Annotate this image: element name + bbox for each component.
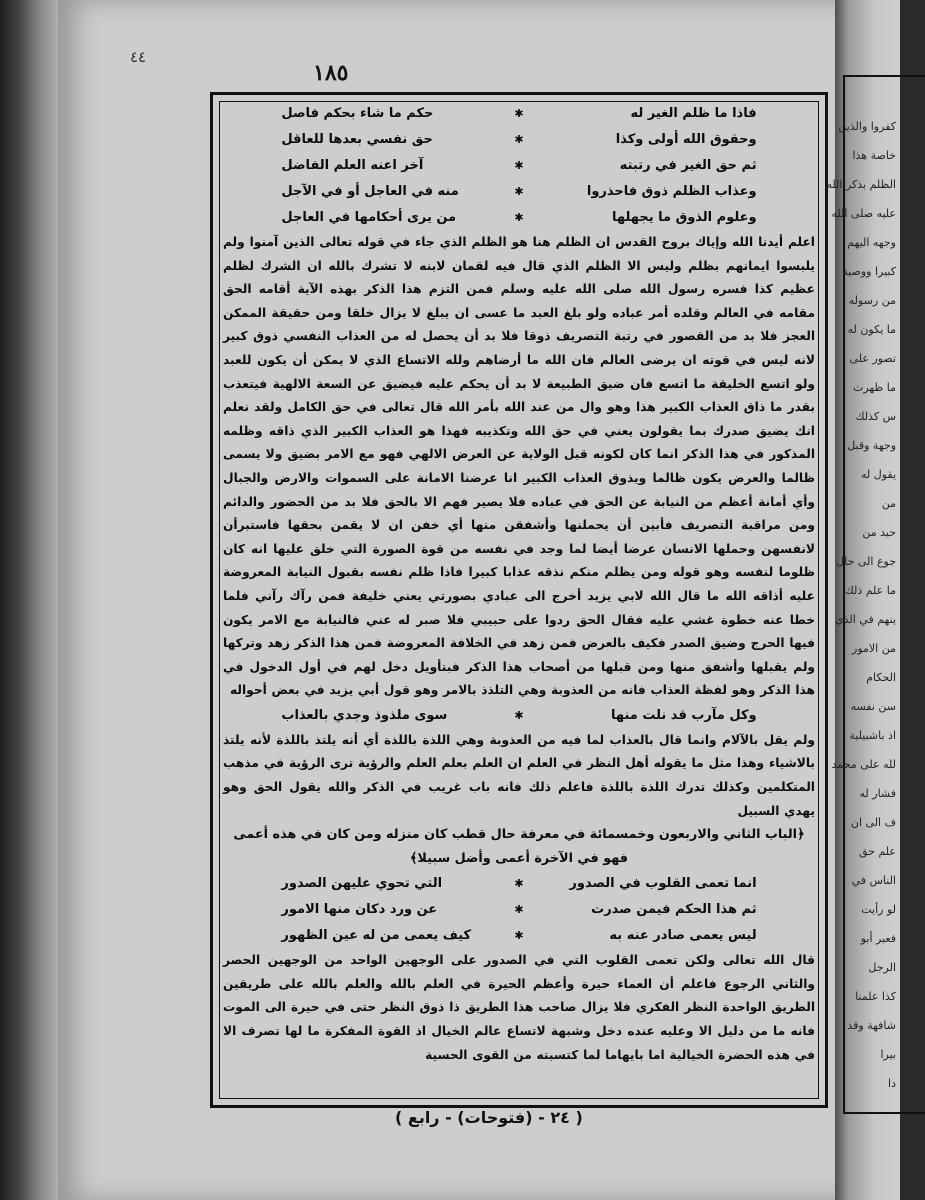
verse-hemistich: حكم ما شاء بحكم فاصل [281,106,434,121]
facing-page-line: ما علم ذلك [844,584,896,597]
facing-page-line: س كذلك [855,410,896,423]
verse-hemistich: ثم حق الغير في رتبته [619,158,757,173]
verse-hemistich: من يرى أحكامها في العاجل [281,210,457,225]
verse-hemistich: فاذا ما ظلم الغير له [630,106,757,121]
chapter-heading: ﴿الباب الثاني والاربعون وخمسمائة في معرفة حال قطب كان منزله ومن كان في هذه أعمى فهو في الآخرة أعمى وأضل سبيلا﴾ [233,827,805,867]
verse-hemistich: كيف يعمى من له عين الظهور [281,928,472,944]
verse-separator: ✱ [514,107,524,120]
facing-page-line: كفروا والذين [838,120,896,133]
facing-page-line: علم حق [859,845,896,858]
verse-separator: ✱ [514,708,524,722]
facing-page-line: من [881,497,896,510]
verses-top [219,101,819,231]
verse-hemistich: ثم هذا الحكم فيمن صدرت [591,902,757,918]
facing-page-line: فعبر أبو [860,932,896,945]
facing-page-line: وجهة وقبل [847,439,896,452]
verse-separator: ✱ [514,133,524,146]
paragraph-1: اعلم أيدنا الله وإياك بروح القدس ان الظلم هنا هو الظلم الذي جاء في قوله تعالى الذين آمنوا ولم يلبسوا ايمانهم بظلم وليس الا الظلم الذي قال فيه لقمان لابنه لا تشرك بالله ان الشرك لظلم عظيم كذا فسره رسول الله صلى الله عليه وسلم فمن التزم هذا الذكر بهذه الآية أقامه الحق مقامه في العالم وقلده أمر عباده ولو بلغ العبد ما عسى ان يبلغ لا يزال خلقا ومن حقيقة الممكن العجز فلا بد من القصور في رتبة التصريف ذوقا فلا بد أن يحصل له من العذاب النفسي ذوق كبير لانه ليس في قوته ان يرضى العالم فان الله ما أرضاهم ولله الاتساع الذي لا يمكن أن يكون للعبد ولو اتسع الخليقة ما اتسع فان ضيق الطبيعة لا بد أن يحكم عليه فيضيق عن السعة الالهية فيتعذب بقدر ما ذاق العذاب الكبير هذا وهو وال من عند الله بأمر الله قال تعالى في حق الكامل ولقد نعلم انك يضيق صدرك بما يقولون يعني في حق الله وتكذيبه فهذا هو العذاب الكبير الذي ذاقه وظلمه المذكور في هذا الذكر انما كان لكونه قبل الولاية عن العرض الالهي فهو مع الامر بضيق ولا يسمى ظالما والعرض يكون ظالما ويذوق العذاب الكبير انا عرضنا الامانة على السموات والارض والجبال وأي أمانة أعظم من النيابة عن الحق في عباده فلا يصير فهم الا بالحق فلا بد من الحضور والدائم ومن مراقبة التصريف فأبين أن يحملنها وأشفقن منها أي خفن ان لا يقمن بحقها فاستبرأن لانفسهن وحملها الانسان عرضا أيضا لما وجد في نفسه من قوة الصورة التي خلق عليها انه كان ظلوما لنفسه وهو قوله ومن يظلم منكم نذقه عذابا كبيرا فاذا ظلم نفسه بقبول النيابة المعروضة عليه أذاقه الله ما قال الله لابي يزيد أخرج الى عبادي بصورتي يعني خليفة فمن رآك رآني فلما خطا عنه خطوة غشي عليه فقال الحق ردوا على حبيبي فلا صبر له عني فالنيابة مع الامر يكون فيها الحرج وضيق الصدر فكيف بالعرض فمن زهد في الخلافة المعروضة فمن هذا الذكر زهد وتركها ولم يقبلها وأشفق منها ومن قبلها من أصحاب هذا الذكر فبتأويل دخل لهم في أول الدخول في هذا الذكر وهو لفظة العذاب فانه من العذوبة وهي التلذذ بالامر وهو قول أبي يزيد في بعض أحواله [223,235,815,698]
facing-page-line: يقول له [860,468,896,481]
verse-line [219,871,819,897]
facing-page-line: فشار له [859,787,896,800]
verse-line [219,101,819,127]
verse-hemistich: وعلوم الذوق ما يجهلها [612,210,757,225]
verse-hemistich: وكل مآرب قد نلت منها [610,707,757,723]
paragraph-2: ولم يقل بالآلام وانما قال بالعذاب لما فيه من العذوبة وهي اللذة باللذة أي أنه يلتذ باللذة لأنه يلتذ بالاشياء وهذا مثل ما يقوله أهل النظر في العلم ان العلم بعلم العلم والرؤية ترى الرؤية في مذهب المتكلمين وكذلك تدرك اللذة باللذة فاعلم ذلك فانه باب غريب في الذكر والله يقول الحق وهو يهدي السبيل [223,732,815,818]
verse-hemistich: وعذاب الظلم ذوق فاحذروا [586,184,757,199]
facing-page-line: عليه صلى الله [831,207,896,220]
verse-separator: ✱ [514,185,524,198]
main-text-block [219,101,819,1099]
verse-hemistich: وحقوق الله أولى وكذا [615,132,757,147]
corner-mark: ٤٤ [130,48,147,66]
verse-hemistich: التي تحوي عليهن الصدور [281,876,443,892]
verse-hemistich: عن ورد دكان منها الامور [281,902,438,918]
facing-page-line: سن نفسه [850,700,896,713]
facing-page-line: الرجل [868,961,896,974]
facing-page-line: كذا علمنا [855,990,896,1003]
verse-line [219,923,819,949]
verse-hemistich: آخر اعنه العلم الفاضل [281,158,424,173]
facing-page-line: بيرا [880,1048,896,1061]
verse-line [219,205,819,231]
facing-page-line: لو رأيت [861,903,896,916]
verses-bottom [219,871,819,949]
page-footer: ( ٢٤ - (فتوحات) - رابع ) [395,1108,583,1127]
verse-line [219,179,819,205]
verse-separator: ✱ [514,903,524,917]
verse-hemistich: انما تعمى القلوب في الصدور [569,876,757,892]
verse-separator: ✱ [514,877,524,891]
page-number: ١٨٥ [313,60,349,86]
facing-page-line: ينهم في الذي [835,613,896,626]
facing-page-line: اذ باشبيلية [849,729,896,742]
facing-page-line: ما يكون له [847,323,896,336]
facing-page-line: من رسوله [848,294,896,307]
facing-page-line: جوع الى حال [836,555,896,568]
facing-page-line: خاصة هذا [852,149,896,162]
verse-separator: ✱ [514,159,524,172]
facing-page-line: من الامور [852,642,896,655]
facing-page-line: ف الى ان [850,816,896,829]
facing-page-line: كبيرا ووصية [842,265,896,278]
verse-line [219,127,819,153]
verse-line [219,897,819,923]
facing-page-line: حيد من [862,526,896,539]
facing-page-line: الحكام [866,671,896,684]
verse-line [219,153,819,179]
facing-page-line: شافهة وقد [847,1019,896,1032]
verse-separator: ✱ [514,211,524,224]
verse-separator: ✱ [514,929,524,943]
verse-hemistich: سوى ملذوذ وجدي بالعذاب [281,707,448,723]
verse-hemistich: ليس يعمى صادر عنه به [609,928,757,944]
verse-hemistich: منه في العاجل أو في الآجل [281,184,459,199]
facing-page-line: الناس في [851,874,896,887]
paragraph-3: قال الله تعالى ولكن تعمى القلوب التي في الصدور على الوجهين الواحد من الوجهين الحصر والثاني الرجوع فاعلم أن العماء حيرة وأعظم الحيرة في العلم بالله والعلم بالله على طريقين الطريق الواحدة النظر الفكري فلا يزال صاحب هذا الطريق ذا ذوق النظر حتى في حيرة الى الموت فانه ما من دليل الا وعليه عنده دخل وشبهة لاتساع عالم الخيال اذ القوة المفكرة ما لها تصرف الا في هذه الحضرة الخيالية اما بايهاما لما كتسبته من القوى الحسية [223,953,815,1062]
facing-page-line: ما ظهرت [853,381,896,394]
facing-page-line: وجهه اليهم [847,236,896,249]
text-frame [210,92,828,1108]
facing-page-edge [826,0,900,1200]
verse-hemistich: حق نفسي بعدها للعاقل [281,132,433,147]
book-spine-shadow [0,0,60,1200]
facing-page-line: تصور على [849,352,896,365]
facing-page-line: دا [888,1077,896,1090]
facing-page-line: الظلم بذكر الله [826,178,896,191]
verse-middle [219,703,819,729]
facing-page-line: لله على محمد [831,758,896,771]
